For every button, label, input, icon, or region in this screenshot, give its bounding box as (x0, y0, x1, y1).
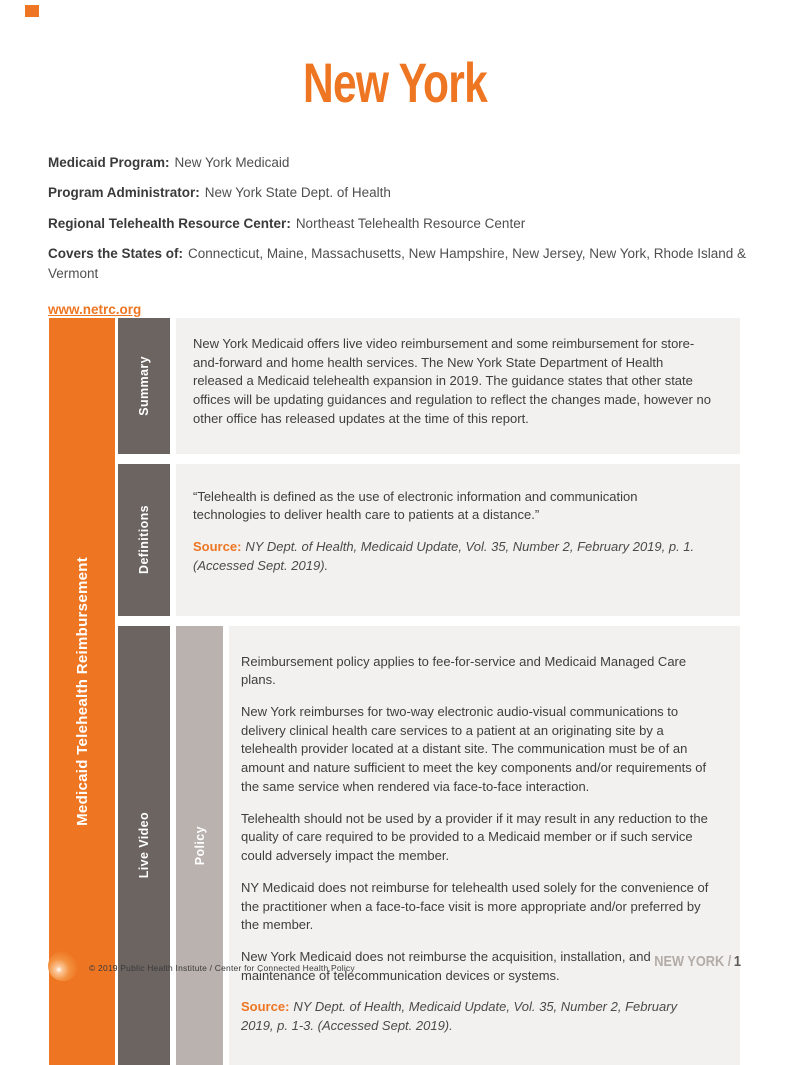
corner-mark (25, 5, 39, 17)
sidebar-label: Medicaid Telehealth Reimbursement (73, 556, 91, 826)
definitions-source (193, 538, 712, 575)
policy-paragraph: Reimbursement policy applies to fee-for-service and Medicaid Managed Care plans. (241, 653, 687, 688)
source-citation: NY Dept. of Health, Medicaid Update, Vol. 35, Number 2, February 2019, p. 1. (Accessed Sept. 2019). (193, 539, 695, 573)
field-label: Medicaid Program: (48, 155, 170, 170)
field-medicaid-program (48, 153, 754, 173)
field-regional-trc (48, 214, 754, 234)
netrc-link[interactable]: www.netrc.org (48, 302, 142, 318)
tab-summary-label: Summary (137, 355, 151, 416)
row-summary (118, 318, 740, 454)
policy-paragraph: Telehealth should not be used by a provider if it may result in any reduction to the quality of care required to be provided to a Medicaid member or if such service could adversely impact the member. (241, 810, 708, 864)
field-value: New York State Dept. of Health (204, 185, 391, 201)
field-program-administrator (48, 183, 754, 203)
source-label: Source: (193, 539, 242, 555)
tab-definitions (118, 464, 170, 616)
footer-copyright: © 2019 Public Health Institute / Center for Connected Health Policy (89, 963, 355, 973)
policy-paragraph: NY Medicaid does not reimburse for telehealth used solely for the convenience of the practitioner when a face-to-face visit is more appropriate and/or preferred by the member. (241, 879, 709, 933)
page-title (0, 50, 791, 115)
field-value: Connecticut, Maine, Massachusetts, New Hampshire, New Jersey, New York, Rhode Island & Vermont (48, 245, 747, 281)
live-video-source (241, 998, 710, 1035)
subtab-policy-label: Policy (192, 825, 207, 865)
policy-paragraph: New York reimburses for two-way electronic audio-visual communications to delivery clinical health care services to a patient at an originating site by a telehealth provider located at a distant site. The communication must be of an amount and nature sufficient to meet the key components and/or requirements of the same service when rendered via face-to-face interaction. (241, 704, 707, 794)
row-definitions (118, 464, 740, 616)
definitions-content (176, 464, 740, 616)
summary-paragraph: New York Medicaid offers live video reimbursement and some reimbursement for store-and-forward and home health services. The New York State Department of Health released a Medicaid telehealth expansion in 2019. The guidance states that other state offices will be updating guidances and regulation to reflect the changes made, however no other office has released updates at the time of this report. (193, 336, 711, 426)
row-live-video (118, 626, 740, 1065)
field-label: Regional Telehealth Resource Center: (48, 215, 291, 231)
field-value: Northeast Telehealth Resource Center (295, 215, 526, 231)
source-citation: NY Dept. of Health, Medicaid Update, Vol. 35, Number 2, February 2019, p. 1-3. (Accessed Sept. 2019). (241, 999, 678, 1034)
tab-live-video-label: Live Video (137, 812, 151, 879)
field-covers-states (48, 244, 754, 285)
definitions-quote: “Telehealth is defined as the use of electronic information and communication technologies to deliver health care to patients at a distance.” (193, 488, 638, 523)
header-meta-block (48, 153, 754, 319)
subtab-policy (176, 626, 223, 1065)
summary-content (176, 318, 740, 454)
field-value: New York Medicaid (174, 155, 290, 170)
footer-page-reference (639, 953, 741, 970)
reimbursement-matrix (49, 318, 740, 1065)
field-label: Program Administrator: (48, 185, 200, 201)
field-label: Covers the States of: (48, 245, 184, 261)
source-label: Source: (241, 999, 290, 1015)
tab-live-video (118, 626, 170, 1065)
footer-state-label: NEW YORK / (654, 953, 732, 970)
policy-paragraph: New York Medicaid does not reimburse the acquisition, installation, and maintenance of telecommunication devices or systems. (241, 948, 651, 983)
tab-definitions-label: Definitions (137, 505, 151, 575)
live-video-policy-content (229, 626, 740, 1065)
cchp-sphere-logo-icon (48, 951, 78, 981)
tab-summary (118, 318, 170, 454)
footer-page-reference-text (654, 953, 741, 970)
footer-page-number: 1 (733, 953, 741, 970)
page-title-text: New York (303, 51, 488, 114)
